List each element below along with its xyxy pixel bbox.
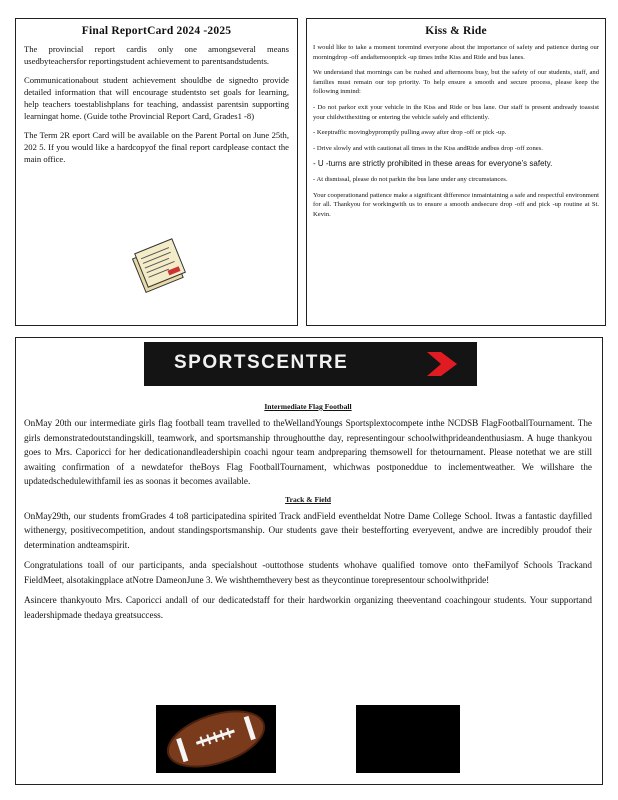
kiss-paragraph-1: I would like to take a moment toremind everyone about the importance of safety and patience during our morningdrop -off andaftemoonpick -up times inthe Kiss and Ride and bus lanes. xyxy=(313,44,599,61)
report-card-section xyxy=(15,18,298,326)
track-paragraph-2: Congratulations toall of our participants, anda specialshout -outtothose students whohave qualified tomove onto theFamilyof Schools Trackand FieldMeet, alsotakingplace atNotre DameonJune 3. We wishthemthevery best as theycontinue torepresentour schoolwithpride! xyxy=(24,560,592,585)
kiss-and-ride-title: Kiss & Ride xyxy=(425,25,487,37)
image-placeholder xyxy=(356,705,460,773)
kiss-bullet-dismissal: - At dismissal, please do not parkin the bus lane under any circumstances. xyxy=(313,175,508,183)
sportscentre-banner-text: SPORTSCENTRE xyxy=(174,352,349,373)
kiss-bullet-park: - Do not parkor exit your vehicle in the Kiss and Ride or bus lane. Our staff is present andready toassist your childwithexiting or entering the vehicle safely and efficiently. xyxy=(313,103,599,121)
arrow-right-icon xyxy=(425,350,459,383)
kiss-paragraph-2: We understand that mornings can be rushed and afternoons busy, but the safety of our students, staff, and families must remain our top priority. To help ensure a smooth and secure process, please keep the following inmind: xyxy=(313,69,599,96)
track-and-field-heading: Track & Field xyxy=(285,494,331,504)
sportscentre-banner xyxy=(144,342,477,386)
report-card-papers-icon xyxy=(126,237,196,304)
report-card-title: Final ReportCard 2024 -2025 xyxy=(81,25,232,37)
track-paragraph-1: OnMay29th, our students fromGrades 4 to8 participatedina spirited Track andField eventheldat Notre Dame College School. Itwas a fantastic dayfilled withenergy, positivecompetition, andout standingsportsmanship. Our students gave their bestefforting everyevent, andwe are incredibly proudof their determination andteamspirit. xyxy=(24,510,592,550)
track-paragraph-3: Asincere thankyouto Mrs. Caporicci andall of our dedicatedstaff for their hardworkin organizing theeventand coachingour students. Your supportand leadershipmade thedaya greatsuccess. xyxy=(24,595,592,620)
kiss-bullet-uturns: - U -turns are strictly prohibited in these areas for everyone’s safety. xyxy=(313,159,553,169)
kiss-bullet-traffic: - Keeptraffic movingbypromptly pulling away after drop -off or pick -up. xyxy=(313,129,507,137)
report-paragraph-3: The Term 2R eport Card will be available on the Parent Portal on June 25th, 202 5. If you would like a hardcopyof the final report cardplease contact the main office. xyxy=(24,130,289,164)
sportscentre-section xyxy=(15,337,603,785)
report-paragraph-2: Communicationabout student achievement shouldbe de signedto provide detailed information that will encourage studentsto set goals for learning, help teachers toestablishplans for teaching, andassist parentsin supporting learningat home. (Guide tothe Provincial Report Card, Grades1 -8) xyxy=(24,75,289,121)
kiss-and-ride-section xyxy=(306,18,606,326)
kiss-closing-paragraph: Your cooperationand patience make a significant difference inmaintaining a safe and respectful environment for all. Thankyou for workingwith us to ensure a smooth andsecure drop -off and pick -up routine at St. Kevin. xyxy=(313,191,599,218)
football-icon xyxy=(156,705,276,773)
report-paragraph-1: The provincial report cardis only one amongseveral means usedbyteachersfor reportingstudent achievement to parentsandstudents. xyxy=(24,44,289,66)
flag-football-heading: Intermediate Flag Football xyxy=(264,402,352,411)
kiss-bullet-drive: - Drive slowly and with cautionat all times in the Kiss andRide andbus drop -off zones. xyxy=(313,144,543,152)
sports-articles xyxy=(24,398,592,628)
flag-football-paragraph: OnMay 20th our intermediate girls flag football team travelled to theWellandYoungs Sportsplextocompete inthe NCDSB FlagFootballTournament. The girls demonstratedoutstandingskill, teamwork, and sportsmanship throughoutthe day, representingour schoolwithprideandenthusiasm. A huge thankyou goes to Mrs. Caporicci for her dedicationandleadershipin coachi ngour team andpreparing themsowell for thetournament. Please notethat we are still awaiting confirmation of a newdatefor theBoys Flag FootballTournament, whichwas postponeddue to inclementweather. We willshare the updatedschedulewithfamil ies as soonas it becomes available. xyxy=(24,418,592,486)
